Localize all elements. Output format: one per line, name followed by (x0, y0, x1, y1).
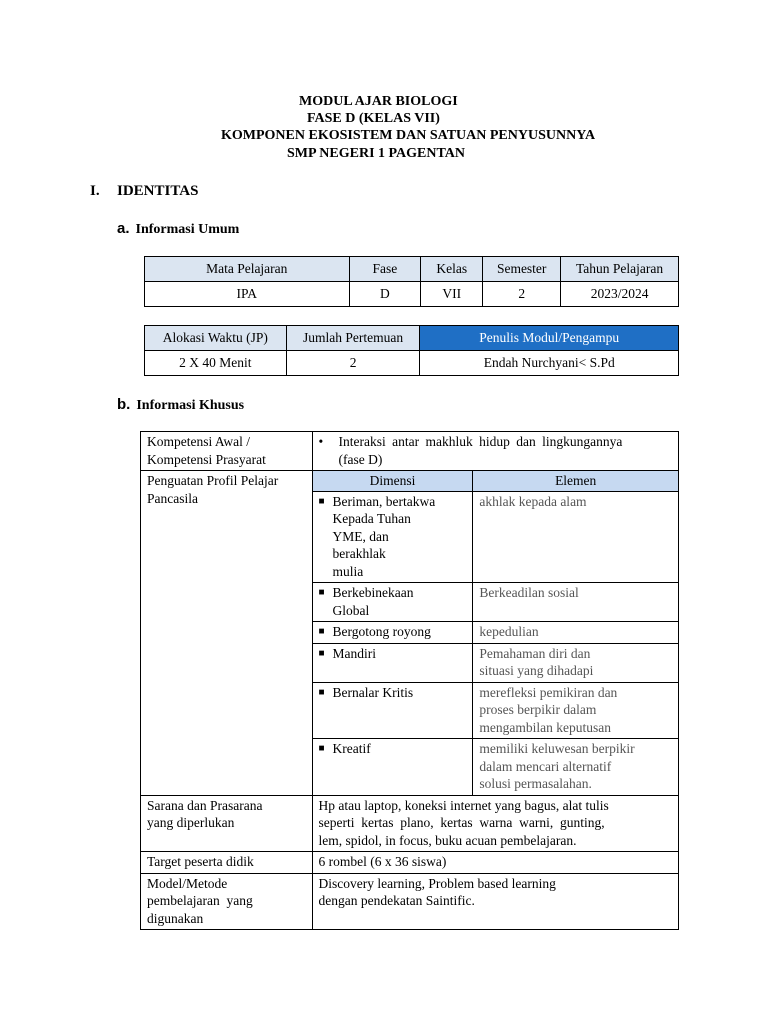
sarana-value-line-1: Hp atau laptop, koneksi internet yang bagus, alat tulis (318, 797, 609, 813)
kompetensi-value-line-1: Interaksi antar makhluk hidup dan lingkungannya (338, 434, 623, 449)
dimensi-cell (312, 682, 473, 739)
elemen-header: Elemen (473, 471, 679, 492)
elemen-cell (473, 583, 679, 622)
alokasi-table (144, 325, 679, 376)
model-label-line-1: Model/Metode (147, 875, 228, 891)
subsection-a-letter: a. (117, 220, 130, 237)
dimensi-text: Berkebinekaan (332, 585, 414, 600)
kompetensi-row (141, 432, 679, 471)
sarana-value-line-3: lem, spidol, in focus, buku acuan pembelajaran. (318, 832, 577, 848)
dimensi-text: Global (332, 602, 370, 618)
target-row (141, 852, 679, 874)
info-umum-table (144, 256, 679, 307)
sarana-label (141, 795, 313, 852)
elemen-cell (473, 739, 679, 796)
subsection-b (117, 396, 244, 414)
model-value-line-2: dengan pendekatan Saintific. (318, 893, 475, 908)
elemen-cell (473, 491, 679, 583)
dimensi-cell (312, 491, 473, 583)
kompetensi-value (312, 432, 678, 471)
info-umum-header-row (145, 257, 679, 282)
dimensi-cell (312, 583, 473, 622)
subsection-b-letter: b. (117, 396, 131, 413)
model-label-line-3: digunakan (147, 910, 204, 926)
doc-title-line-1: MODUL AJAR BIOLOGI (299, 94, 458, 109)
square-bullet-icon: ■ (318, 647, 325, 659)
elemen-text: merefleksi pemikiran dan (479, 684, 618, 700)
elemen-text: Berkeadilan sosial (479, 585, 579, 600)
header-mata-pelajaran: Mata Pelajaran (145, 257, 350, 282)
dimensi-text: Mandiri (332, 645, 377, 661)
value-penulis-modul: Endah Nurchyani< S.Pd (420, 351, 679, 376)
sarana-value-line-2: seperti kertas plano, kertas warna warni, gunting, (318, 815, 605, 830)
profil-label (141, 471, 313, 796)
target-label: Target peserta didik (141, 852, 313, 874)
elemen-cell (473, 643, 679, 682)
header-semester: Semester (483, 257, 561, 282)
sarana-label-line-2: yang diperlukan (147, 815, 235, 830)
elemen-text: dalam mencari alternatif (479, 758, 612, 774)
dimensi-header: Dimensi (312, 471, 473, 492)
kompetensi-value-line-2: (fase D) (338, 451, 383, 467)
value-fase: D (349, 282, 421, 307)
subsection-a (117, 220, 239, 238)
section-title: IDENTITAS (117, 183, 199, 199)
profil-header-row (141, 471, 679, 492)
sarana-label-line-1: Sarana dan Prasarana (147, 797, 263, 813)
bullet-dot-icon: • (318, 434, 324, 449)
dimensi-text: berakhlak (332, 546, 386, 561)
alokasi-value-row (145, 351, 679, 376)
square-bullet-icon: ■ (318, 626, 325, 637)
header-tahun-pelajaran: Tahun Pelajaran (561, 257, 679, 282)
model-value-line-1: Discovery learning, Problem based learning (318, 875, 556, 891)
profil-label-line-1: Penguatan Profil Pelajar (147, 473, 279, 488)
elemen-text: kepedulian (479, 624, 539, 639)
sarana-value (312, 795, 678, 852)
model-label-line-2: pembelajaran yang (147, 893, 253, 908)
kompetensi-label-line-1: Kompetensi Awal / (147, 434, 250, 449)
elemen-text: mengambilan keputusan (479, 719, 611, 735)
header-fase: Fase (349, 257, 421, 282)
dimensi-text: Beriman, bertakwa (332, 493, 436, 509)
dimensi-text: YME, dan (332, 528, 389, 544)
header-jumlah-pertemuan: Jumlah Pertemuan (286, 326, 420, 351)
square-bullet-icon: ■ (318, 686, 325, 698)
header-penulis-modul: Penulis Modul/Pengampu (420, 326, 679, 351)
dimensi-text: Bernalar Kritis (332, 684, 414, 700)
dimensi-cell (312, 622, 473, 644)
value-jumlah-pertemuan: 2 (286, 351, 420, 376)
header-kelas: Kelas (421, 257, 483, 282)
value-semester: 2 (483, 282, 561, 307)
sarana-row (141, 795, 679, 852)
kompetensi-label (141, 432, 313, 471)
value-mata-pelajaran: IPA (145, 282, 350, 307)
model-value (312, 873, 678, 930)
dimensi-text: Kepada Tuhan (332, 511, 411, 526)
doc-title-line-4: SMP NEGERI 1 PAGENTAN (287, 146, 465, 161)
elemen-text: Pemahaman diri dan (479, 645, 591, 661)
elemen-text: solusi permasalahan. (479, 776, 592, 791)
kompetensi-label-line-2: Kompetensi Prasyarat (147, 451, 266, 467)
elemen-cell (473, 622, 679, 644)
value-alokasi-waktu: 2 X 40 Menit (145, 351, 287, 376)
subsection-a-title: Informasi Umum (135, 222, 240, 237)
section-number: I. (90, 183, 100, 199)
dimensi-cell (312, 739, 473, 796)
elemen-cell (473, 682, 679, 739)
dimensi-text: mulia (332, 563, 364, 579)
model-label (141, 873, 313, 930)
alokasi-header-row (145, 326, 679, 351)
subsection-b-title: Informasi Khusus (136, 398, 245, 413)
elemen-text: memiliki keluwesan berpikir (479, 741, 635, 756)
dimensi-text: Kreatif (332, 741, 371, 756)
doc-title-line-3: KOMPONEN EKOSISTEM DAN SATUAN PENYUSUNNYA (221, 128, 596, 143)
profil-label-line-2: Pancasila (147, 490, 198, 506)
square-bullet-icon: ■ (318, 587, 325, 598)
dimensi-cell (312, 643, 473, 682)
doc-title-line-2: FASE D (KELAS VII) (307, 111, 440, 126)
dimensi-text: Bergotong royong (332, 624, 431, 639)
square-bullet-icon: ■ (318, 743, 325, 754)
target-value: 6 rombel (6 x 36 siswa) (312, 852, 678, 874)
elemen-text: proses berpikir dalam (479, 702, 597, 717)
value-kelas: VII (421, 282, 483, 307)
info-umum-value-row (145, 282, 679, 307)
elemen-text: akhlak kepada alam (479, 493, 587, 509)
square-bullet-icon: ■ (318, 495, 325, 507)
info-khusus-table (140, 431, 679, 930)
model-row (141, 873, 679, 930)
elemen-text: situasi yang dihadapi (479, 663, 594, 678)
header-alokasi-waktu: Alokasi Waktu (JP) (145, 326, 287, 351)
value-tahun-pelajaran: 2023/2024 (561, 282, 679, 307)
